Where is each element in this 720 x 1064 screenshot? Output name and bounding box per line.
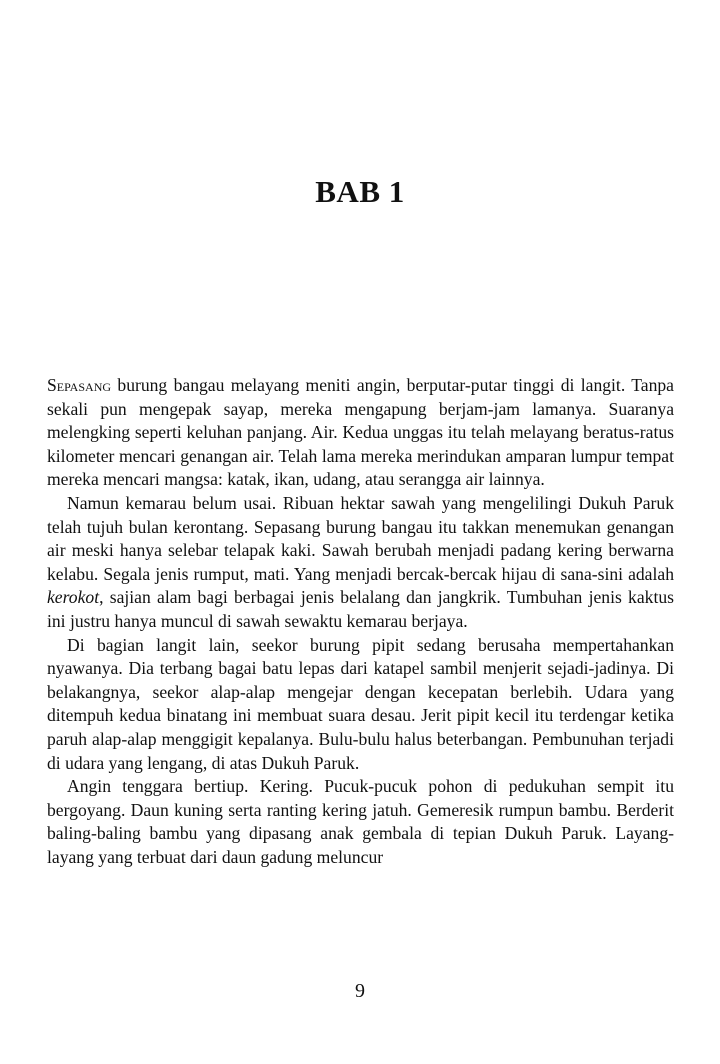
body-text	[47, 374, 674, 869]
paragraph-1-text: burung bangau melayang meniti angin, berputar-putar tinggi di langit. Tanpa sekali pun mengepak sayap, mereka mengapung berjam-jam lamanya. Suaranya melengking seperti keluhan panjang. Air. Kedua unggas itu telah melayang beratus-ratus kilometer mencari genangan air. Telah lama mereka merindukan amparan lumpur tempat mereka mencari mangsa: katak, ikan, udang, atau serangga air lainnya.	[47, 375, 674, 490]
paragraph-2	[47, 492, 674, 634]
paragraph-2-text-after: , sajian alam bagi berbagai jenis belalang dan jangkrik. Tumbuhan jenis kaktus ini justru hanya muncul di sawah sewaktu kemarau berjaya.	[47, 587, 674, 631]
paragraph-2-italic-term: kerokot	[47, 587, 100, 608]
paragraph-4: Angin tenggara bertiup. Kering. Pucuk-pucuk pohon di pedukuhan sempit itu bergoyang. Daun kuning serta ranting kering jatuh. Gemeresik rumpun bambu. Berderit baling-baling bambu yang dipasang anak gembala di tepian Dukuh Paruk. Layang-layang yang terbuat dari daun gadung meluncur	[47, 776, 674, 867]
paragraph-3: Di bagian langit lain, seekor burung pipit sedang berusaha mempertahankan nyawanya. Dia terbang bagai batu lepas dari katapel sambil menjerit sejadi-jadinya. Di belakangnya, seekor alap-alap mengejar dengan kecepatan berlebih. Udara yang ditempuh kedua binatang ini membuat suara desau. Jerit pipit kecil itu terdengar ketika paruh alap-alap menggigit kepalanya. Bulu-bulu halus beterbangan. Pembunuhan terjadi di udara yang lengang, di atas Dukuh Paruk.	[47, 634, 674, 773]
page-number: 9	[355, 980, 365, 1002]
paragraph-1	[47, 374, 674, 492]
chapter-title: BAB 1	[315, 174, 405, 209]
paragraph-1-lead-word: Sepasang	[47, 375, 112, 395]
paragraph-2-text-before: Namun kemarau belum usai. Ribuan hektar sawah yang mengelilingi Dukuh Paruk telah tujuh bulan kerontang. Sepasang burung bangau itu takkan menemukan genangan air meski hanya selebar telapak kaki. Sawah berubah menjadi padang kering berwarna kelabu. Segala jenis rumput, mati. Yang menjadi bercak-bercak hijau di sana-sini adalah	[47, 492, 674, 584]
